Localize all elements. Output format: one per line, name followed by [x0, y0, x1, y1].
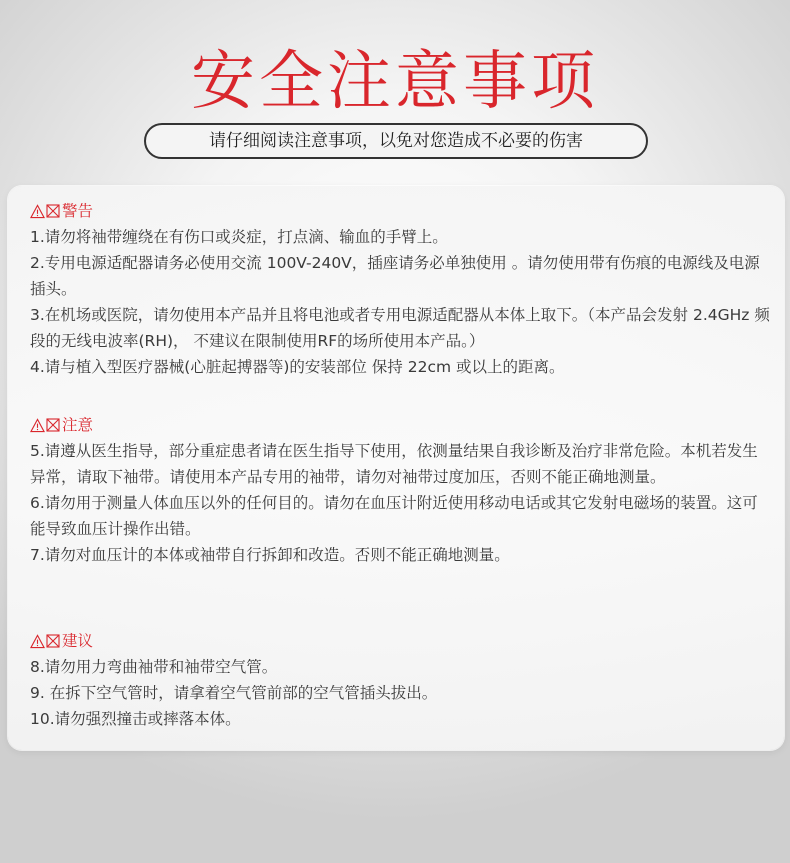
warning-triangle-icon — [30, 418, 45, 433]
list-item: 1.请勿将袖带缠绕在有伤口或炎症，打点滴、输血的手臂上。 — [30, 228, 448, 246]
list-item: 6.请勿用于测量人体血压以外的任何目的。请勿在血压计附近使用移动电话或其它发射电磁场的装置。这可能导致血压计操作出错。 — [30, 494, 758, 538]
warning-triangle-icon — [30, 634, 45, 649]
list-item: 3.在机场或医院，请勿使用本产品并且将电池或者专用电源适配器从本体上取下。（本产品会发射 2.4GHz 频段的无线电波率(RH)， 不建议在限制使用RF的场所使用本产品。） — [30, 306, 770, 350]
warning-triangle-icon — [30, 204, 45, 219]
list-item: 10.请勿强烈撞击或摔落本体。 — [30, 710, 241, 728]
notice-card — [8, 186, 784, 750]
section-heading-label: 建议 — [62, 632, 94, 650]
list-item: 9. 在拆下空气管时，请拿着空气管前部的空气管插头拔出。 — [30, 684, 438, 702]
crossed-box-icon — [46, 418, 60, 432]
section-heading-label: 警告 — [62, 202, 94, 220]
subtitle-text: 请仔细阅读注意事项，以免对您造成不必要的伤害 — [209, 131, 583, 151]
list-item: 2.专用电源适配器请务必使用交流 100V-240V，插座请务必单独使用 。请勿使用带有伤痕的电源线及电源插头。 — [30, 254, 760, 298]
section-warning — [30, 198, 770, 380]
crossed-box-icon — [46, 204, 60, 218]
section-caution — [30, 412, 770, 568]
list-item: 7.请勿对血压计的本体或袖带自行拆卸和改造。否则不能正确地测量。 — [30, 546, 510, 564]
list-item: 4.请与植入型医疗器械(心脏起搏器等)的安装部位 保持 22cm 或以上的距离。 — [30, 358, 565, 376]
crossed-box-icon — [46, 634, 60, 648]
list-item: 8.请勿用力弯曲袖带和袖带空气管。 — [30, 658, 278, 676]
subtitle-banner — [144, 123, 648, 159]
section-heading-label: 注意 — [62, 416, 94, 434]
section-heading — [30, 198, 770, 224]
section-heading — [30, 628, 770, 654]
page-title: 安全注意事项 — [191, 45, 599, 119]
list-item: 5.请遵从医生指导，部分重症患者请在医生指导下使用，依测量结果自我诊断及治疗非常危险。本机若发生异常，请取下袖带。请使用本产品专用的袖带，请勿对袖带过度加压，否则不能正确地测量。 — [30, 442, 758, 486]
section-advice — [30, 628, 770, 732]
section-heading — [30, 412, 770, 438]
